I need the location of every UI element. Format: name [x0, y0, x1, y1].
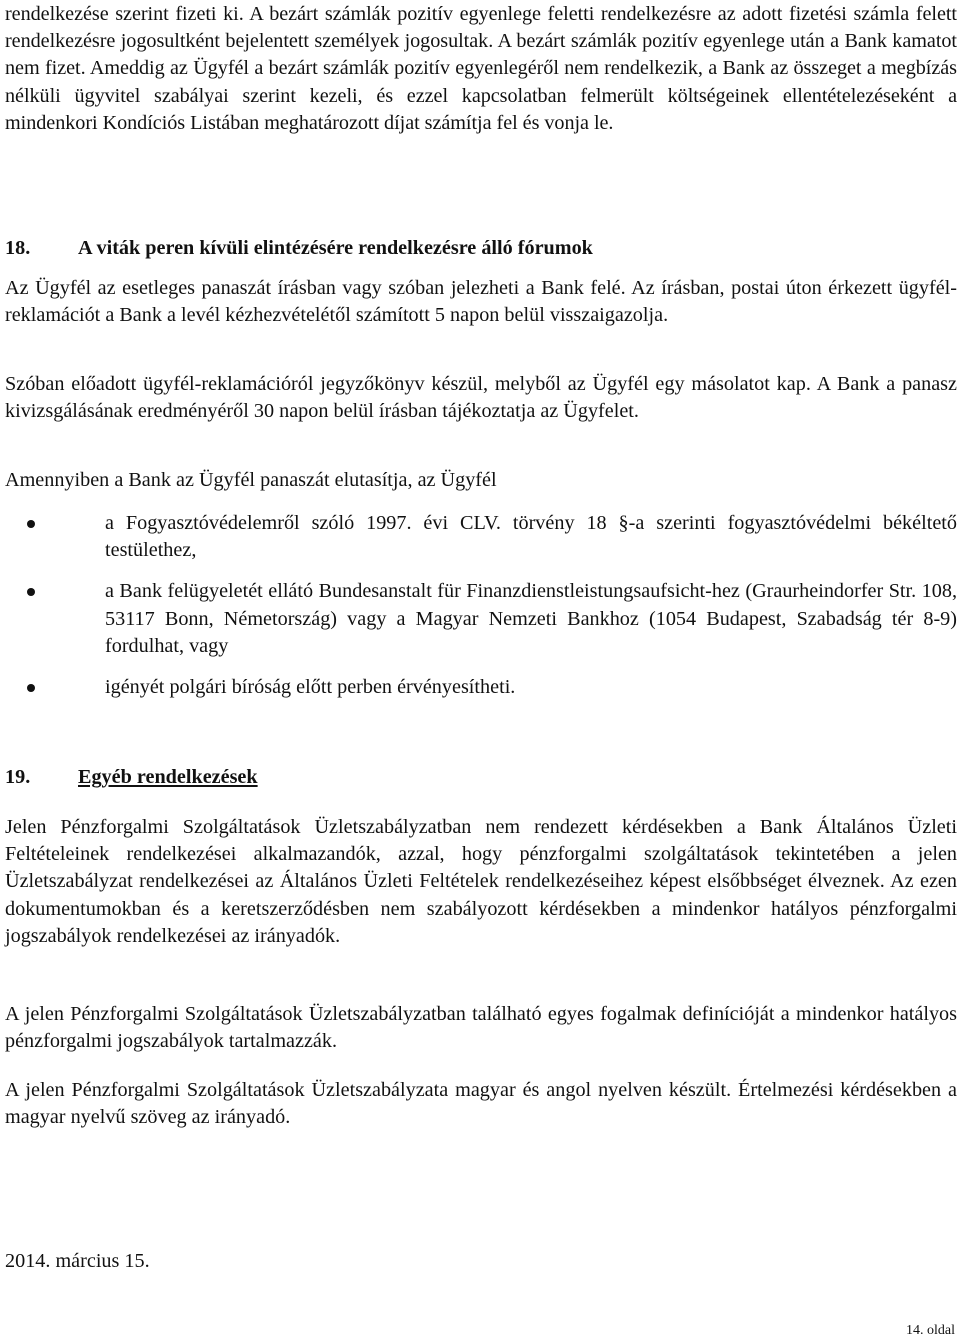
page-number: 14. oldal [906, 1323, 955, 1338]
section-19-paragraph-1: Jelen Pénzforgalmi Szolgáltatások Üzletszabályzatban nem rendezett kérdésekben a Bank Általános Üzleti Feltételeinek rendelkezései alkalmazandók, azzal, hogy pénzforgalmi szolgáltatások tekintetében a jelen Üzletszabályzat rendelkezései az Általános Üzleti Feltételek rendelkezéseihez képest elsőbbséget élveznek. Az ezen dokumentumokban és a keretszerződésben nem szabályozott kérdésekben a mindenkor hatályos pénzforgalmi jogszabályok rendelkezései az irányadók. [5, 816, 957, 947]
bullet-icon [27, 588, 35, 596]
bullet-item [5, 578, 957, 660]
bullet-icon [27, 684, 35, 692]
bullet-icon [27, 520, 35, 528]
section-18-bullet-list [5, 510, 957, 701]
bullet-text: igényét polgári bíróság előtt perben érvényesítheti. [105, 676, 516, 699]
section-19-number: 19. [5, 766, 31, 788]
bullet-text: a Fogyasztóvédelemről szóló 1997. évi CLV. törvény 18 §-a szerinti fogyasztóvédelmi békéltető testülethez, [105, 512, 957, 562]
section-18-heading [5, 235, 593, 262]
section-18-paragraph-3: Amennyiben a Bank az Ügyfél panaszát elutasítja, az Ügyfél [5, 469, 497, 491]
section-19-heading [5, 764, 258, 791]
section-18-paragraph-2: Szóban előadott ügyfél-reklamációról jegyzőkönyv készül, melyből az Ügyfél egy másolatot kap. A Bank a panasz kivizsgálásának eredményéről 30 napon belül írásban tájékoztatja az Ügyfelet. [5, 373, 957, 423]
document-date: 2014. március 15. [5, 1250, 150, 1272]
section-19-title: Egyéb rendelkezések [78, 766, 258, 788]
section-18-paragraph-1: Az Ügyfél az esetleges panaszát írásban vagy szóban jelezheti a Bank felé. Az írásban, postai úton érkezett ügyfél-reklamációt a Bank a levél kézhezvételétől számított 5 napon belül visszaigazolja. [5, 277, 957, 327]
bullet-item [5, 510, 957, 564]
section-19-paragraph-2: A jelen Pénzforgalmi Szolgáltatások Üzletszabályzatban található egyes fogalmak definícióját a mindenkor hatályos pénzforgalmi jogszabályok tartalmazzák. [5, 1003, 957, 1053]
intro-paragraph: rendelkezése szerint fizeti ki. A bezárt számlák pozitív egyenlege feletti rendelkezésre az adott fizetési számla felett rendelkezésre jogosultként bejelentett személyek jogosultak. A bezárt számlák pozitív egyenlege után a Bank kamatot nem fizet. Ameddig az Ügyfél a bezárt számlák pozitív egyenlegéről nem rendelkezik, a Bank az összeget a megbízás nélküli ügyvitel szabályai szerint kezeli, és ezzel kapcsolatban felmerült költségeinek ellentételezéseként a mindenkori Kondíciós Listában meghatározott díjat számítja fel és vonja le. [5, 3, 957, 134]
section-18-title: A viták peren kívüli elintézésére rendelkezésre álló fórumok [78, 237, 593, 259]
bullet-item [5, 674, 957, 701]
bullet-text: a Bank felügyeletét ellátó Bundesanstalt für Finanzdienstleistungsaufsicht-hez (Graurheindorfer Str. 108, 53117 Bonn, Németország) vagy a Magyar Nemzeti Bankhoz (1054 Budapest, Szabadság tér 8-9) fordulhat, vagy [105, 580, 957, 657]
section-18-number: 18. [5, 237, 31, 259]
section-19-paragraph-3: A jelen Pénzforgalmi Szolgáltatások Üzletszabályzata magyar és angol nyelven készült. Értelmezési kérdésekben a magyar nyelvű szöveg az irányadó. [5, 1079, 957, 1129]
